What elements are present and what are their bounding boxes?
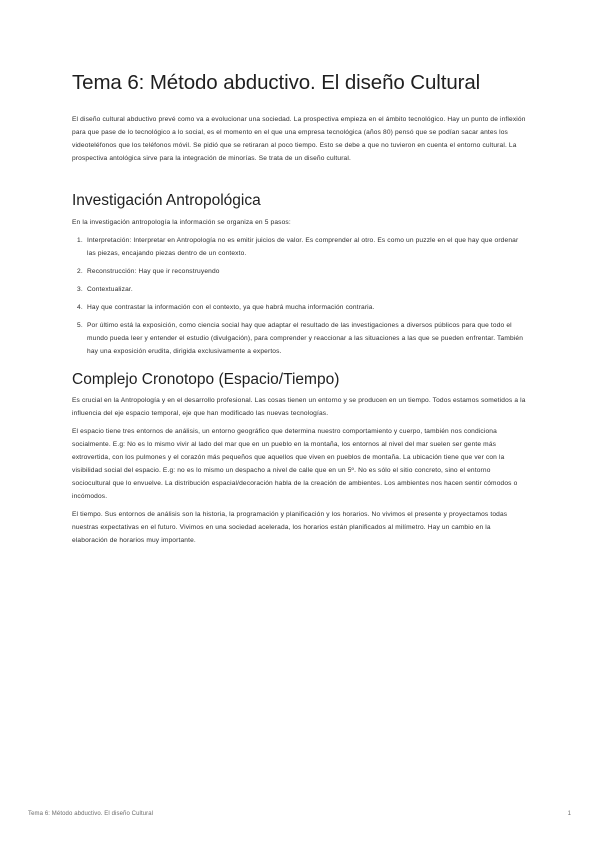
section-heading-investigacion: Investigación Antropológica bbox=[72, 192, 261, 209]
page-number: 1 bbox=[567, 811, 571, 817]
list-item: 5. Por último está la exposición, como ciencia social hay que adaptar el resultado de las investigaciones a diversos públicos para que todo el mundo pueda leer y entender el estudio (divulgación), para comprender y reaccionar a las situaciones a las que se pueden enfrentar. También hay una exposición erudita, dirigida exclusivamente a expertos. bbox=[77, 322, 524, 355]
investigacion-section bbox=[72, 216, 528, 363]
section-heading-cronotopo: Complejo Cronotopo (Espacio/Tiempo) bbox=[72, 371, 340, 388]
intro-section bbox=[72, 113, 528, 165]
page-title: Tema 6: Método abductivo. El diseño Cultural bbox=[72, 71, 481, 94]
cronotopo-section bbox=[72, 394, 528, 547]
list-item: 4. Hay que contrastar la información con el contexto, ya que habrá mucha información contraria. bbox=[77, 304, 375, 311]
cronotopo-paragraph: Es crucial en la Antropología y en el desarrollo profesional. Las cosas tienen un entorno y se producen en un tiempo. Todos estamos sometidos a la influencia del eje espacio temporal, eje que han modificado las nuevas tecnologías. bbox=[72, 397, 526, 417]
footer-title: Tema 6: Método abductivo. El diseño Cultural bbox=[28, 811, 154, 817]
investigacion-lead: En la investigación antropología la información se organiza en 5 pasos: bbox=[72, 219, 291, 226]
list-item: 1. Interpretación: Interpretar en Antropología no es emitir juicios de valor. Es comprender al otro. Es como un puzzle en el que hay que ordenar las piezas, encajando piezas dentro de un contexto. bbox=[77, 237, 519, 257]
list-item: 2. Reconstrucción: Hay que ir reconstruyendo bbox=[77, 268, 220, 275]
steps-list bbox=[72, 234, 528, 358]
cronotopo-paragraph: El espacio tiene tres entornos de análisis, un entorno geográfico que determina nuestro comportamiento y cuerpo, también nos condiciona socialmente. E.g: No es lo mismo vivir al lado del mar que en un pueblo en la montaña, los entornos al nivel del mar suelen ser gente más extrovertida, con los pulmones y el corazón más pequeños que aquellos que viven en pueblos de montaña. La ubicación tiene que ver con la visibilidad social del espacio. E.g: no es lo mismo un despacho a nivel de calle que en un 5º. No es sólo el sitio concreto, sino el entorno sociocultural que lo envuelve. La distribución espacial/decoración habla de la creación de ambientes. Los ambientes nos hacen sentir cómodos o incómodos. bbox=[72, 428, 518, 500]
cronotopo-paragraph: El tiempo. Sus entornos de análisis son la historia, la programación y planificación y los horarios. No vivimos el presente y proyectamos todas nuestras expectativas en el futuro. Vivimos en una sociedad acelerada, los horarios están planificados al milímetro. Hay un cambio en la elaboración de horarios muy importante. bbox=[72, 511, 508, 544]
list-item: 3. Contextualizar. bbox=[77, 286, 133, 293]
intro-paragraph: El diseño cultural abductivo prevé como va a evolucionar una sociedad. La prospectiva empieza en el ámbito tecnológico. Hay un punto de inflexión para que pase de lo tecnológico a lo social, es el momento en el que una empresa tecnológica (años 80) pensó que se podían sacar antes los videoteléfonos que los teléfonos móvil. Se pidió que se retiraran al poco tiempo. Esto se debe a que no tuvieron en cuenta el entorno cultural. La prospectiva antológica sirve para la integración de minorías. Se trata de un diseño cultural. bbox=[72, 116, 526, 162]
